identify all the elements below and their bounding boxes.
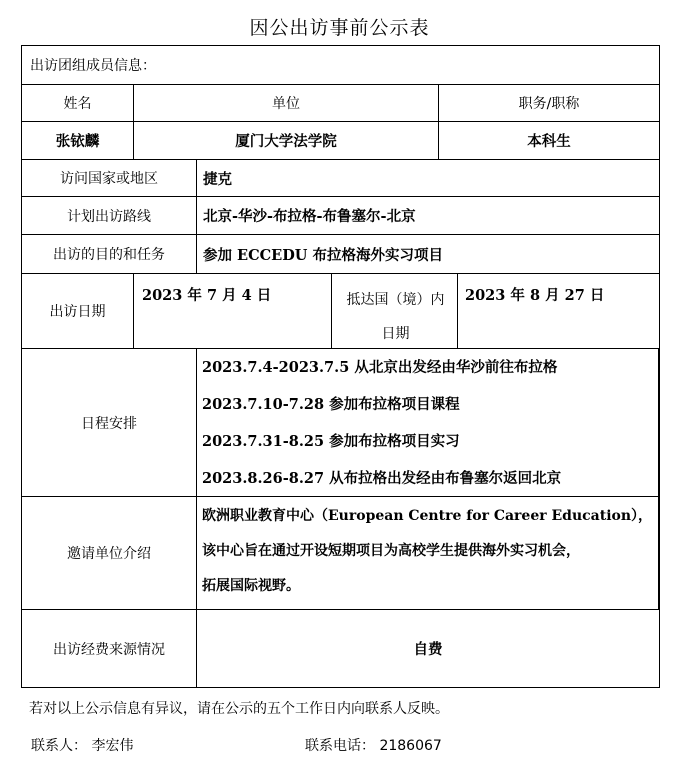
- inviter-label-text: 邀请单位介绍: [67, 546, 151, 562]
- purpose-label-text: 出访的目的和任务: [53, 247, 165, 263]
- schedule-list: [196, 348, 659, 497]
- country-value-text: 捷克: [203, 170, 232, 188]
- inviter-line: 该中心旨在通过开设短期项目为高校学生提供海外实习机会，: [202, 543, 580, 559]
- route-value-text: 北京-华沙-布拉格-布鲁塞尔-北京: [203, 208, 416, 225]
- country-value: [196, 159, 660, 197]
- contact-phone: 联系电话： 2186067: [305, 738, 442, 754]
- country-label: [21, 159, 197, 197]
- schedule-item: 2023.8.26-8.27 从布拉格出发经由布鲁塞尔返回北京: [202, 470, 562, 487]
- members-header-label: 出访团组成员信息：: [30, 58, 156, 74]
- inviter-label: [21, 496, 197, 610]
- date-label-text: 出访日期: [49, 304, 106, 320]
- member-name-value: 张铱麟: [55, 133, 100, 150]
- depart-date-value: 2023 年 7 月 4 日: [142, 287, 272, 304]
- member-name: [21, 121, 134, 160]
- members-header: [21, 45, 660, 85]
- purpose-value: [196, 234, 660, 274]
- schedule-label-text: 日程安排: [81, 415, 137, 432]
- col-header-unit: [133, 84, 439, 122]
- purpose-label: [21, 234, 197, 274]
- page-title: 因公出访事前公示表: [249, 17, 430, 39]
- member-unit: [133, 121, 439, 160]
- col-header-position-label: 职务/职称: [518, 96, 580, 112]
- funding-label-text: 出访经费来源情况: [53, 641, 165, 658]
- schedule-label: [21, 348, 197, 497]
- inviter-description: [196, 496, 659, 610]
- member-position-value: 本科生: [527, 133, 571, 150]
- country-label-text: 访问国家或地区: [60, 171, 158, 187]
- inviter-line: 拓展国际视野。: [202, 578, 300, 594]
- member-position: [438, 121, 660, 160]
- schedule-item: 2023.7.10-7.28 参加布拉格项目课程: [202, 396, 460, 413]
- schedule-item: 2023.7.4-2023.7.5 从北京出发经由华沙前往布拉格: [202, 359, 558, 376]
- inviter-line: 欧洲职业教育中心（European Centre for Career Education），: [202, 508, 653, 524]
- funding-value: [196, 609, 660, 688]
- depart-date: [133, 273, 332, 349]
- col-header-unit-label: 单位: [272, 96, 300, 112]
- member-unit-value: 厦门大学法学院: [235, 133, 337, 150]
- return-date: [457, 273, 660, 349]
- date-label: [21, 273, 134, 349]
- schedule-item: 2023.7.31-8.25 参加布拉格项目实习: [202, 433, 460, 450]
- route-label-text: 计划出访路线: [67, 208, 151, 225]
- objection-notice: 若对以上公示信息有异议，请在公示的五个工作日内向联系人反映。: [29, 701, 449, 717]
- col-header-name-label: 姓名: [63, 96, 92, 112]
- return-date-value: 2023 年 8 月 27 日: [465, 287, 605, 304]
- contact-person: 联系人： 李宏伟: [31, 738, 134, 754]
- return-label-text: 抵达国（境）内日期: [346, 292, 445, 342]
- funding-label: [21, 609, 197, 688]
- col-header-position: [438, 84, 660, 122]
- route-label: [21, 196, 197, 235]
- funding-value-text: 自费: [413, 641, 443, 658]
- route-value: [196, 196, 660, 235]
- return-label: [331, 273, 458, 349]
- col-header-name: [21, 84, 134, 122]
- purpose-value-text: 参加 ECCEDU 布拉格海外实习项目: [203, 246, 443, 264]
